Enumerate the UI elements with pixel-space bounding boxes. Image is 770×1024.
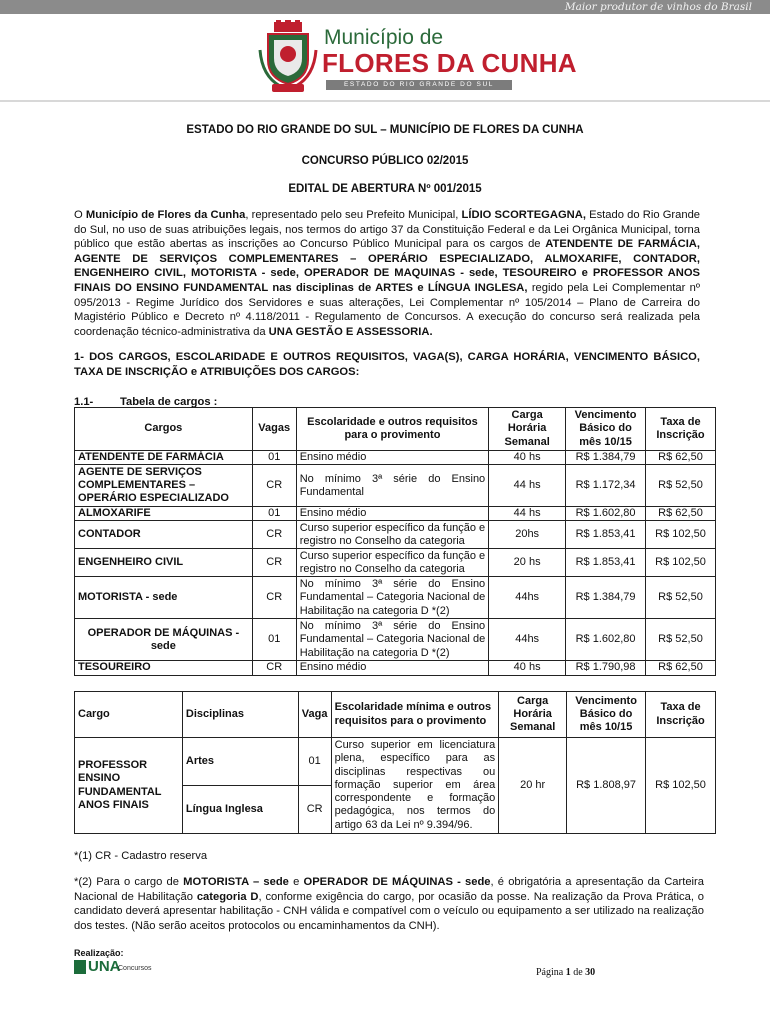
note-license: *(2) Para o cargo de MOTORISTA – sede e OPERADOR DE MÁQUINAS - sede, é obrigatória a apresentação da Carteira Nacional de Habilitação categoria D, conforme exigência do cargo, por ocasião da posse. Na realização da Prova Prática, o candidato deverá apresentar habilitação - CNH válida e compatível com o veículo ou equipamento a ser utilizado na realização dos testes. (Não serão aceitos protocolos ou encaminhamentos da CNH). — [74, 876, 704, 932]
municipality-logo — [258, 20, 577, 94]
table-row: CONTADOR CR Curso superior específico da função e registro no Conselho da categoria 20hs R$ 1.853,41 R$ 102,50 — [75, 521, 716, 549]
table-row: ALMOXARIFE 01 Ensino médio 44 hs R$ 1.602,80 R$ 62,50 — [75, 507, 716, 521]
table-row: ENGENHEIRO CIVIL CR Curso superior específico da função e registro no Conselho da categoria 20 hs R$ 1.853,41 R$ 102,50 — [75, 549, 716, 577]
edict-title: EDITAL DE ABERTURA Nº 001/2015 — [288, 183, 482, 195]
realizacao-label: Realização: — [74, 948, 124, 958]
table-row: ATENDENTE DE FARMÁCIA 01 Ensino médio 40 hs R$ 1.384,79 R$ 62,50 — [75, 451, 716, 465]
section-1-heading: 1- DOS CARGOS, ESCOLARIDADE E OUTROS REQUISITOS, VAGA(S), CARGA HORÁRIA, VENCIMENTO BÁSICO, TAXA DE INSCRIÇÃO e ATRIBUIÇÕES DOS CARGOS: — [74, 351, 700, 378]
una-logo-mark-icon — [74, 960, 86, 974]
table-header-row: Cargo Disciplinas Vaga Escolaridade mínima e outros requisitos para o provimento Carga Horária Semanal Vencimento Básico do mês 10/15 Taxa de Inscrição — [75, 692, 716, 738]
table-row: AGENTE DE SERVIÇOS COMPLEMENTARES – OPERÁRIO ESPECIALIZADO CR No mínimo 3ª série do Ensino Fundamental 44 hs R$ 1.172,34 R$ 52,50 — [75, 465, 716, 507]
intro-paragraph: O Município de Flores da Cunha, representado pelo seu Prefeito Municipal, LÍDIO SCORTEGAGNA, Estado do Rio Grande do Sul, no uso de suas atribuições legais, nos termos do artigo 37 da Constituição Federal e da Lei Orgânica Municipal, torna público que estão abertas as inscrições ao Concurso Público Municipal para os cargos de ATENDENTE DE FARMÁCIA, AGENTE DE SERVIÇOS COMPLEMENTARES – OPERÁRIO ESPECIALIZADO, ALMOXARIFE, CONTADOR, ENGENHEIRO CIVIL, MOTORISTA - sede, OPERADOR DE MAQUINAS - sede, TESOUREIRO e PROFESSOR ANOS FINAIS DO ENSINO FUNDAMENTAL nas disciplinas de ARTES e LÍNGUA INGLESA, regido pela Lei Complementar nº 095/2013 - Regime Jurídico dos Servidores e suas alterações, Lei Complementar nº 105/2014 – Plano de Carreira do Magistério Público e Decreto nº 4.118/2011 - Regulamento de Concursos. A execução do concurso será realizada pela coordenação técnico-administrativa da UNA GESTÃO E ASSESSORIA. — [74, 209, 701, 338]
teacher-positions-table — [74, 691, 716, 834]
table-row: TESOUREIRO CR Ensino médio 40 hs R$ 1.790,98 R$ 62,50 — [75, 661, 716, 675]
contest-title: CONCURSO PÚBLICO 02/2015 — [301, 155, 469, 167]
positions-table — [74, 407, 716, 676]
top-bar — [0, 0, 770, 14]
subsection-1-1: 1.1- Tabela de cargos : — [74, 396, 218, 408]
note-cr: *(1) CR - Cadastro reserva — [74, 850, 208, 862]
tagline: Maior produtor de vinhos do Brasil — [564, 1, 752, 13]
table-row: OPERADOR DE MÁQUINAS - sede 01 No mínimo 3ª série do Ensino Fundamental – Categoria Nacional de Habilitação na categoria D *(2) 44hs R$ 1.602,80 R$ 52,50 — [75, 619, 716, 661]
logo-main-text: FLORES DA CUNHA — [322, 48, 577, 78]
table-header-row: Cargos Vagas Escolaridade e outros requisitos para o provimento Carga Horária Semanal Vencimento Básico do mês 10/15 Taxa de Inscrição — [75, 408, 716, 451]
coat-of-arms-icon — [258, 20, 318, 94]
logo-sub-text: ESTADO DO RIO GRANDE DO SUL — [326, 80, 512, 90]
header-divider — [0, 100, 770, 102]
table-row: MOTORISTA - sede CR No mínimo 3ª série do Ensino Fundamental – Categoria Nacional de Habilitação na categoria D *(2) 44hs R$ 1.384,79 R$ 52,50 — [75, 577, 716, 619]
table-row: PROFESSOR ENSINO FUNDAMENTAL ANOS FINAIS Artes 01 Curso superior em licenciatura plena, específico para as disciplinas respectivas ou formação superior em área correspondente e formação pedagógica, nos termos do artigo 63 da Lei nº 9.394/96. 20 hr R$ 1.808,97 R$ 102,50 — [75, 738, 716, 786]
page-number: Página 1 de 30 — [536, 967, 596, 978]
table-row: Língua Inglesa CR — [75, 786, 716, 834]
una-logo: UNA Concursos — [74, 960, 146, 976]
state-title: ESTADO DO RIO GRANDE DO SUL – MUNICÍPIO DE FLORES DA CUNHA — [186, 124, 584, 136]
logo-top-text: Município de — [324, 26, 444, 49]
